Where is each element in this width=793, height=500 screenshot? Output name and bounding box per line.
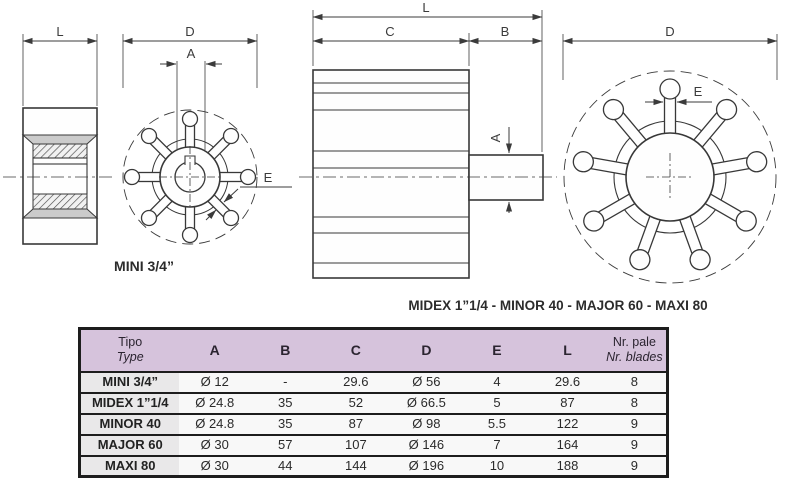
cell-e: 4 (462, 372, 533, 393)
cell-a: Ø 24.8 (179, 393, 250, 414)
header-nr-blades-en: Nr. blades (606, 350, 663, 365)
table-row (80, 435, 668, 456)
header-col-e: E (462, 329, 533, 372)
cell-blades: 8 (603, 393, 668, 414)
table-row (80, 393, 668, 414)
c-dimension (313, 24, 469, 66)
cell-l: 164 (532, 435, 603, 456)
dim-label-l: L (56, 24, 64, 39)
dim-label-a: A (488, 133, 503, 143)
header-col-a: A (179, 329, 250, 372)
cell-d: Ø 66.5 (391, 393, 462, 414)
header-tipo: Tipo (118, 334, 143, 349)
header-type: Type (116, 350, 144, 365)
dim-label-d: D (185, 24, 195, 39)
cell-e: 5.5 (462, 414, 533, 435)
cell-b: - (250, 372, 321, 393)
shaft (469, 155, 543, 200)
header-col-l: L (532, 329, 603, 372)
dim-label-e: E (693, 84, 703, 99)
header-nr-blades (603, 329, 668, 372)
cell-c: 107 (321, 435, 392, 456)
table-row (80, 414, 668, 435)
cell-blades: 9 (603, 435, 668, 456)
cell-d: Ø 196 (391, 456, 462, 477)
row-label: MINI 3/4” (80, 372, 180, 393)
mini-front-view (114, 24, 292, 274)
cell-e: 7 (462, 435, 533, 456)
group-caption: MIDEX 1”1/4 - MINOR 40 - MAJOR 60 - MAXI 80 (408, 298, 708, 313)
table-header-row (80, 329, 668, 372)
row-label: MIDEX 1”1/4 (80, 393, 180, 414)
header-col-d: D (391, 329, 462, 372)
dim-label-d: D (665, 24, 675, 39)
table-row (80, 456, 668, 477)
header-tipo-type (80, 329, 180, 372)
cell-b: 44 (250, 456, 321, 477)
cell-a: Ø 24.8 (179, 414, 250, 435)
dim-label-b: B (500, 24, 510, 39)
cell-l: 122 (532, 414, 603, 435)
row-label: MAXI 80 (80, 456, 180, 477)
cell-c: 144 (321, 456, 392, 477)
cell-blades: 9 (603, 456, 668, 477)
cell-d: Ø 98 (391, 414, 462, 435)
cell-e: 5 (462, 393, 533, 414)
cell-c: 87 (321, 414, 392, 435)
cell-a: Ø 12 (179, 372, 250, 393)
cell-a: Ø 30 (179, 435, 250, 456)
d-dimension (563, 24, 777, 80)
header-col-c: C (321, 329, 392, 372)
dim-label-l: L (422, 0, 430, 15)
impeller-body (313, 70, 469, 278)
cell-b: 35 (250, 414, 321, 435)
spec-table (78, 327, 669, 478)
header-nr-pale: Nr. pale (612, 334, 656, 349)
cell-l: 87 (532, 393, 603, 414)
cell-c: 29.6 (321, 372, 392, 393)
impeller-blade (660, 79, 680, 137)
cell-l: 29.6 (532, 372, 603, 393)
l-dimension (23, 24, 97, 106)
cell-e: 10 (462, 456, 533, 477)
maxi-front-view (563, 24, 777, 283)
dim-label-c: C (385, 24, 395, 39)
header-col-b: B (250, 329, 321, 372)
midex-side-view (299, 0, 557, 278)
mini-caption: MINI 3/4” (114, 258, 174, 274)
b-dimension (469, 24, 542, 41)
cell-d: Ø 146 (391, 435, 462, 456)
row-label: MAJOR 60 (80, 435, 180, 456)
dim-label-e: E (263, 170, 273, 185)
cell-d: Ø 56 (391, 372, 462, 393)
cell-b: 35 (250, 393, 321, 414)
dim-label-a: A (186, 46, 196, 61)
row-label: MINOR 40 (80, 414, 180, 435)
mini-body-outline (23, 108, 97, 244)
cell-c: 52 (321, 393, 392, 414)
cell-l: 188 (532, 456, 603, 477)
table-row (80, 372, 668, 393)
cell-a: Ø 30 (179, 456, 250, 477)
cell-blades: 9 (603, 414, 668, 435)
cell-blades: 8 (603, 372, 668, 393)
impeller-blade (183, 112, 198, 153)
cell-b: 57 (250, 435, 321, 456)
mini-side-view (3, 24, 114, 244)
